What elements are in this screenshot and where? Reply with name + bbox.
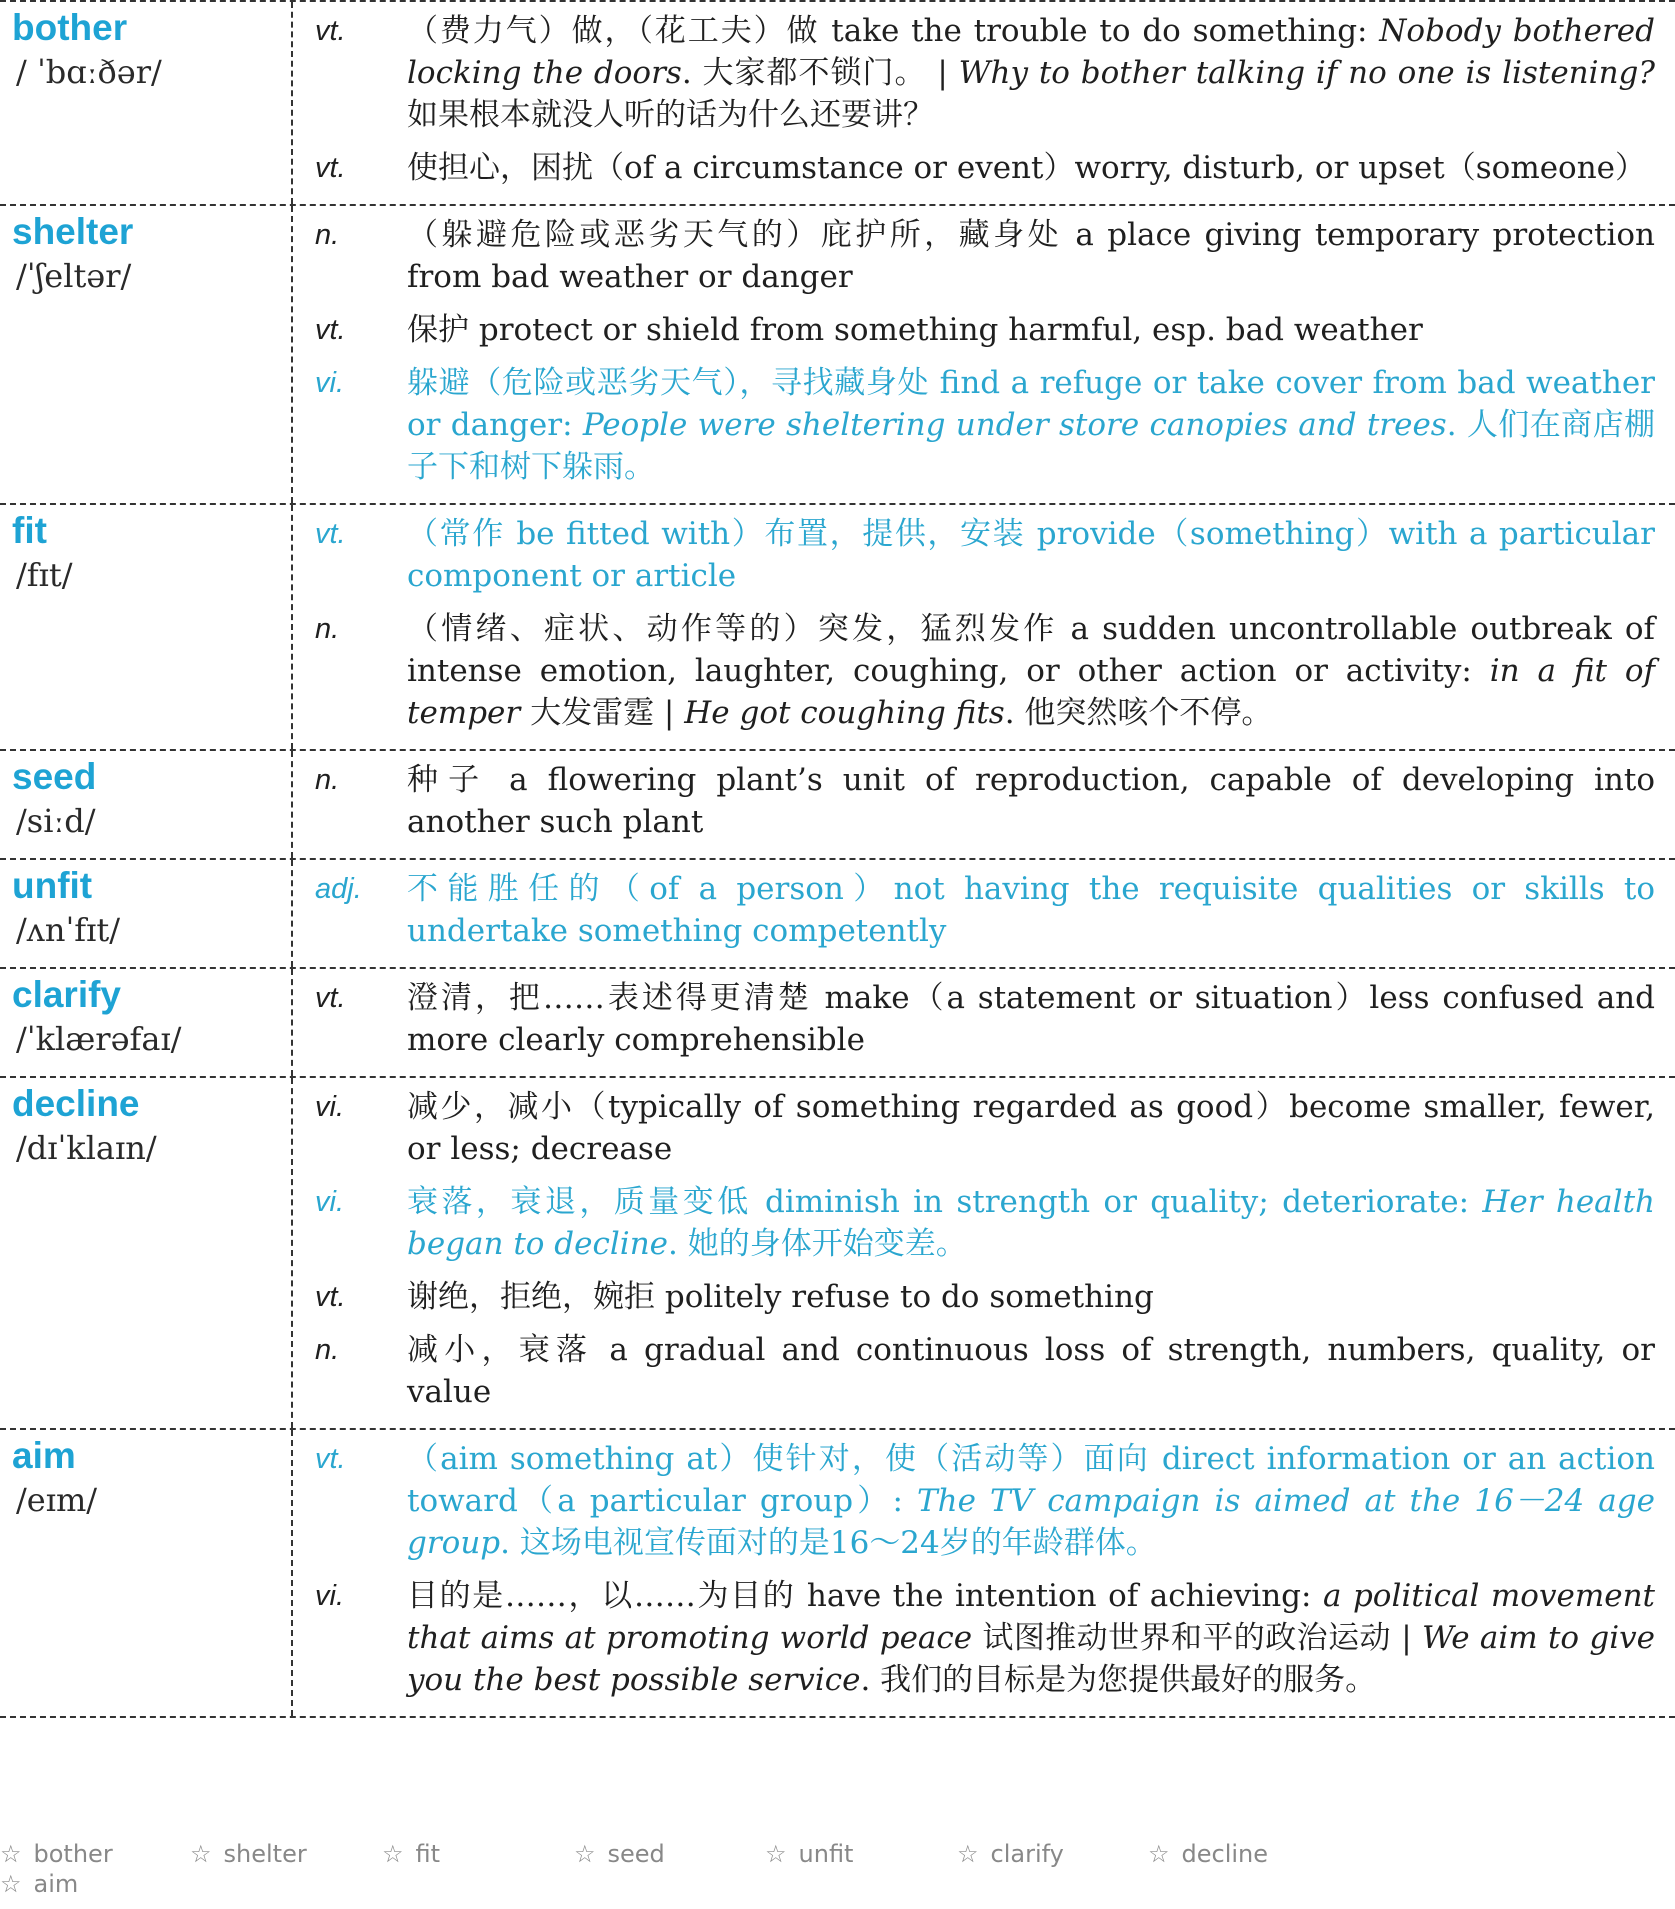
definitions-cell — [293, 2, 1675, 204]
star-icon[interactable]: ☆ — [190, 1840, 212, 1868]
entry-seed — [0, 751, 1675, 860]
entry-shelter — [0, 206, 1675, 505]
definition-segment: 躲避（危险或恶劣天气），寻找藏身处 find a refuge or take cover from bad weather or danger: — [407, 365, 1655, 443]
part-of-speech: vt. — [315, 982, 346, 1014]
sense — [309, 309, 1655, 351]
definition-segment: 减少，减小（typically of something regarded as good）become smaller, fewer, or less; decrease — [407, 1089, 1655, 1167]
example-sentence: We aim to give you the best possible service — [407, 1620, 1655, 1698]
definition-text — [407, 10, 1655, 136]
headword: bother — [12, 7, 128, 48]
sense — [309, 1181, 1655, 1265]
definition-segment: . 大家都不锁门。 | — [681, 55, 959, 91]
bookmark-item-aim[interactable] — [0, 1870, 78, 1898]
sense — [309, 868, 1655, 952]
phonetic: /ʌnˈfɪt/ — [16, 911, 120, 949]
headword: unfit — [12, 865, 93, 906]
definition-text — [407, 1086, 1655, 1170]
definition-segment: （费力气）做，（花工夫）做 take the trouble to do something: — [407, 13, 1380, 49]
headword: fit — [12, 510, 47, 551]
definitions-cell — [293, 1078, 1675, 1428]
definition-segment: 澄清，把……表述得更清楚 make（a statement or situation）less confused and more clearly comprehensible — [407, 980, 1655, 1058]
definition-text — [407, 1276, 1655, 1318]
entry-clarify — [0, 969, 1675, 1078]
bookmark-item-shelter[interactable] — [190, 1840, 307, 1868]
phonetic: /siːd/ — [16, 802, 96, 840]
definition-text — [407, 868, 1655, 952]
part-of-speech: vi. — [315, 1186, 344, 1218]
headword: decline — [12, 1083, 140, 1124]
example-sentence: Why to bother talking if no one is listening? — [958, 55, 1655, 91]
star-icon[interactable]: ☆ — [574, 1840, 596, 1868]
definition-segment: （常作 be fitted with）布置，提供，安装 provide（something）with a particular component or article — [407, 516, 1655, 594]
definition-segment: （情绪、症状、动作等的）突发，猛烈发作 a sudden uncontrollable outbreak of intense emotion, laughter, coughing, or other action or activity: — [407, 611, 1655, 689]
definitions-cell — [293, 969, 1675, 1076]
definitions-cell — [293, 505, 1675, 749]
definition-segment: . 他突然咳个不停。 — [1004, 695, 1273, 731]
sense — [309, 1276, 1655, 1318]
entry-unfit — [0, 860, 1675, 969]
definitions-cell — [293, 751, 1675, 858]
definition-segment: . 我们的目标是为您提供最好的服务。 — [860, 1662, 1377, 1698]
part-of-speech: n. — [315, 613, 340, 645]
example-sentence: Her health began to decline — [407, 1184, 1655, 1262]
part-of-speech: adj. — [315, 873, 362, 905]
part-of-speech: vi. — [315, 1091, 344, 1123]
sense — [309, 147, 1655, 189]
definitions-cell — [293, 206, 1675, 503]
example-sentence: He got coughing fits — [684, 695, 1005, 731]
part-of-speech: n. — [315, 764, 340, 796]
sense — [309, 1086, 1655, 1170]
headword: clarify — [12, 974, 122, 1015]
part-of-speech: vt. — [315, 15, 346, 47]
star-icon[interactable]: ☆ — [0, 1870, 22, 1898]
definition-text — [407, 147, 1655, 189]
sense — [309, 513, 1655, 597]
definition-segment: . 这场电视宣传面对的是16～24岁的年龄群体。 — [500, 1525, 1157, 1561]
bookmark-label[interactable]: bother — [33, 1840, 113, 1868]
star-icon[interactable]: ☆ — [0, 1840, 22, 1868]
definition-segment: 目的是……，以……为目的 have the intention of achieving: — [407, 1578, 1323, 1614]
definition-segment: 减小，衰落 a gradual and continuous loss of strength, numbers, quality, or value — [407, 1332, 1655, 1410]
headword-cell — [0, 1430, 293, 1716]
entry-fit — [0, 505, 1675, 751]
part-of-speech: n. — [315, 219, 340, 251]
definition-segment: 保护 protect or shield from something harmful, esp. bad weather — [407, 312, 1423, 348]
star-icon[interactable]: ☆ — [765, 1840, 787, 1868]
definition-text — [407, 608, 1655, 734]
bookmark-label[interactable]: unfit — [798, 1840, 854, 1868]
bookmark-item-unfit[interactable] — [765, 1840, 853, 1868]
star-icon[interactable]: ☆ — [957, 1840, 979, 1868]
definition-text — [407, 759, 1655, 843]
definition-text — [407, 362, 1655, 488]
headword: aim — [12, 1435, 76, 1476]
definition-segment: 不能胜任的（of a person）not having the requisite qualities or skills to undertake something competently — [407, 871, 1655, 949]
part-of-speech: vt. — [315, 1281, 346, 1313]
part-of-speech: n. — [315, 1334, 340, 1366]
headword: seed — [12, 756, 97, 797]
part-of-speech: vt. — [315, 518, 346, 550]
definition-text — [407, 1438, 1655, 1564]
headword-cell — [0, 860, 293, 967]
definition-segment: 大发雷霆 | — [520, 695, 685, 731]
headword: shelter — [12, 211, 134, 252]
bookmark-label[interactable]: aim — [33, 1870, 79, 1898]
phonetic: /ˈʃeltər/ — [16, 257, 132, 295]
phonetic: /dɪˈklaɪn/ — [16, 1129, 157, 1167]
phonetic: /ˈklærəfaɪ/ — [16, 1020, 182, 1058]
bookmark-label[interactable]: seed — [607, 1840, 665, 1868]
bookmark-label[interactable]: shelter — [223, 1840, 307, 1868]
bookmark-label[interactable]: fit — [415, 1840, 441, 1868]
entry-bother — [0, 2, 1675, 206]
definition-text — [407, 977, 1655, 1061]
bookmark-label[interactable]: clarify — [990, 1840, 1064, 1868]
definitions-cell — [293, 860, 1675, 967]
definition-text — [407, 513, 1655, 597]
bookmark-item-clarify[interactable] — [957, 1840, 1064, 1868]
sense — [309, 362, 1655, 488]
bookmark-item-fit[interactable] — [382, 1840, 440, 1868]
phonetic: / ˈbɑːðər/ — [16, 53, 162, 91]
definition-text — [407, 1575, 1655, 1701]
sense — [309, 1438, 1655, 1564]
definition-text — [407, 1181, 1655, 1265]
example-sentence: Nobody bothered locking the doors — [407, 13, 1655, 91]
definition-segment: . 她的身体开始变差。 — [668, 1226, 967, 1262]
example-sentence: The TV campaign is aimed at the 16－24 age group — [407, 1483, 1655, 1561]
definition-text — [407, 1329, 1655, 1413]
headword-cell — [0, 751, 293, 858]
example-sentence: a political movement that aims at promoting world peace — [407, 1578, 1655, 1656]
bookmark-item-decline[interactable] — [1148, 1840, 1268, 1868]
definitions-cell — [293, 1430, 1675, 1716]
headword-cell — [0, 505, 293, 749]
definition-segment: 如果根本就没人听的话为什么还要讲？ — [407, 97, 934, 133]
sense — [309, 759, 1655, 843]
bookmark-item-seed[interactable] — [574, 1840, 665, 1868]
definition-segment: （aim something at）使针对，使（活动等）面向 direct information or an action toward（a particular group）: — [407, 1441, 1655, 1519]
bookmark-bar — [0, 1840, 1675, 1909]
definition-segment: （躲避危险或恶劣天气的）庇护所，藏身处 a place giving temporary protection from bad weather or danger — [407, 217, 1655, 295]
entry-decline — [0, 1078, 1675, 1430]
definition-segment: 谢绝，拒绝，婉拒 politely refuse to do something — [407, 1279, 1154, 1315]
star-icon[interactable]: ☆ — [382, 1840, 404, 1868]
phonetic: /fɪt/ — [16, 556, 73, 594]
part-of-speech: vi. — [315, 367, 344, 399]
part-of-speech: vt. — [315, 152, 346, 184]
sense — [309, 1329, 1655, 1413]
sense — [309, 608, 1655, 734]
part-of-speech: vt. — [315, 314, 346, 346]
star-icon[interactable]: ☆ — [1148, 1840, 1170, 1868]
phonetic: /eɪm/ — [16, 1481, 98, 1519]
part-of-speech: vi. — [315, 1580, 344, 1612]
example-sentence: in a fit of temper — [407, 653, 1655, 731]
bookmark-label[interactable]: decline — [1181, 1840, 1269, 1868]
definition-text — [407, 309, 1655, 351]
definition-segment: 使担心，困扰（of a circumstance or event）worry, disturb, or upset（someone） — [407, 150, 1647, 186]
definition-segment: 衰落，衰退，质量变低 diminish in strength or quality; deteriorate: — [407, 1184, 1483, 1220]
definition-segment: 试图推动世界和平的政治运动 | — [972, 1620, 1422, 1656]
definition-segment: . 人们在商店棚子下和树下躲雨。 — [407, 407, 1655, 485]
headword-cell — [0, 2, 293, 204]
bookmark-item-bother[interactable] — [0, 1840, 113, 1868]
sense — [309, 214, 1655, 298]
example-sentence: People were sheltering under store canopies and trees — [582, 407, 1447, 443]
entry-aim — [0, 1430, 1675, 1718]
sense — [309, 1575, 1655, 1701]
definition-segment: 种子 a flowering plant’s unit of reproduction, capable of developing into another such plant — [407, 762, 1655, 840]
sense — [309, 977, 1655, 1061]
headword-cell — [0, 969, 293, 1076]
definition-text — [407, 214, 1655, 298]
part-of-speech: vt. — [315, 1443, 346, 1475]
headword-cell — [0, 1078, 293, 1428]
headword-cell — [0, 206, 293, 503]
sense — [309, 10, 1655, 136]
